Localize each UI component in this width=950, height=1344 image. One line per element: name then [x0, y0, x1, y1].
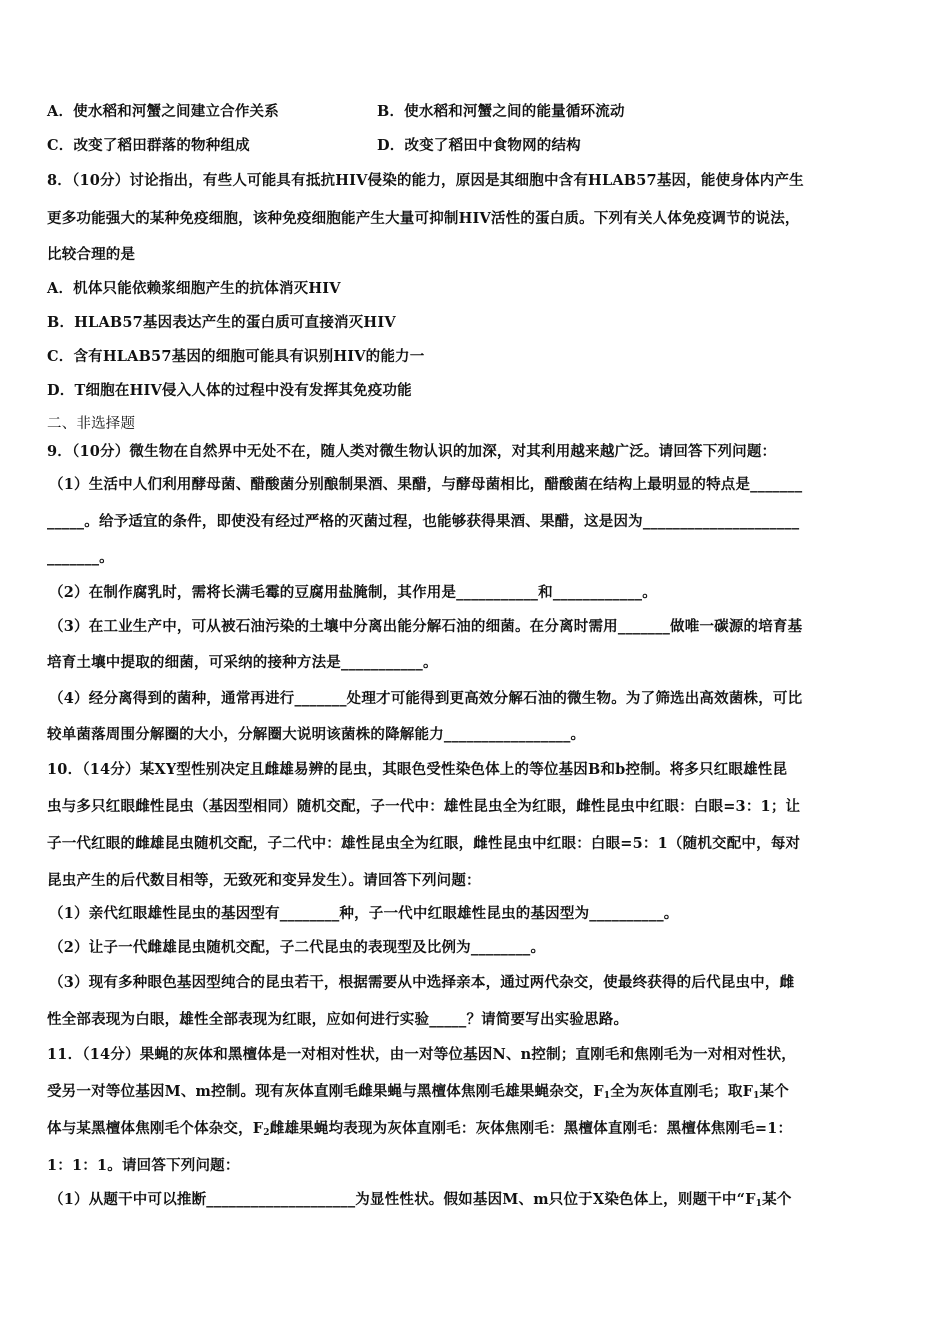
q8-stem-line-2: 更多功能强大的某种免疫细胞，该种免疫细胞能产生大量可抑制HIV活性的蛋白质。下列有关人体免疫调节的说法，: [47, 210, 800, 227]
q11-text: 某个: [762, 1191, 792, 1208]
q11-stem-line-4: 1：1：1。请回答下列问题：: [47, 1157, 240, 1174]
subscript: 1: [603, 1091, 611, 1101]
q11-stem-line-1: 11．（14分）果蝇的灰体和黑檀体是一对相对性状，由一对等位基因N、n控制；直刚毛和焦刚毛为一对相对性状，: [47, 1046, 796, 1063]
q9-part4-line-1: （4）经分离得到的菌种，通常再进行_______处理才可能得到更高效分解石油的微生物。为了筛选出高效菌株，可比: [49, 690, 803, 707]
q11-text: （1）从题干中可以推断____________________为显性性状。假如基因M、m只位于X染色体上，则题干中“F: [49, 1191, 756, 1208]
q10-part1: （1）亲代红眼雄性昆虫的基因型有________种，子一代中红眼雄性昆虫的基因型为__________。: [49, 905, 679, 922]
q9-part1-line-1: （1）生活中人们利用酵母菌、醋酸菌分别酿制果酒、果醋，与酵母菌相比，醋酸菌在结构上最明显的特点是_______: [49, 476, 803, 493]
q8-stem-line-1: 8．（10分）讨论指出，有些人可能具有抵抗HIV侵染的能力，原因是其细胞中含有HLAB57基因，能使身体内产生: [47, 172, 804, 189]
q11-part1: [49, 1190, 792, 1214]
q10-stem-line-1: 10．（14分）某XY型性别决定且雌雄易辨的昆虫，其眼色受性染色体上的等位基因B和b控制。将多只红眼雄性昆: [47, 761, 788, 778]
q7-option-row-1: [47, 102, 625, 122]
q9-stem: 9．（10分）微生物在自然界中无处不在，随人类对微生物认识的加深，对其利用越来越广泛。请回答下列问题：: [47, 443, 777, 460]
q10-part2: （2）让子一代雌雄昆虫随机交配，子二代昆虫的表现型及比例为________。: [49, 939, 546, 956]
q8-option-b: B．HLAB57基因表达产生的蛋白质可直接消灭HIV: [47, 314, 396, 331]
q7-option-row-2: [47, 136, 581, 156]
q10-stem-line-4: 昆虫产生的后代数目相等，无致死和变异发生）。请回答下列问题：: [47, 872, 481, 889]
q11-text: 雌雄果蝇均表现为灰体直刚毛：灰体焦刚毛：黑檀体直刚毛：黑檀体焦刚毛=1：: [269, 1120, 793, 1137]
subscript: 1: [755, 1199, 763, 1209]
q8-stem-line-3: 比较合理的是: [47, 246, 136, 263]
q10-stem-line-2: 虫与多只红眼雌性昆虫（基因型相同）随机交配，子一代中：雄性昆虫全为红眼，雌性昆虫中红眼：白眼=3：1；让: [47, 798, 801, 815]
q10-stem-line-3: 子一代红眼的雌雄昆虫随机交配，子二代中：雄性昆虫全为红眼，雌性昆虫中红眼：白眼=5：1（随机交配中，每对: [47, 835, 801, 852]
q8-option-c: C．含有HLAB57基因的细胞可能具有识别HIV的能力一: [47, 348, 425, 365]
q11-text: 体与某黑檀体焦刚毛个体杂交，F: [47, 1120, 264, 1137]
q9-part3-line-1: （3）在工业生产中，可从被石油污染的土壤中分离出能分解石油的细菌。在分离时需用_______做唯一碳源的培育基: [49, 618, 803, 635]
q8-option-a: A．机体只能依赖浆细胞产生的抗体消灭HIV: [47, 280, 341, 297]
subscript: 2: [263, 1128, 270, 1138]
q9-part2: （2）在制作腐乳时，需将长满毛霉的豆腐用盐腌制，其作用是___________和____________。: [49, 584, 657, 601]
q8-option-d: D．T细胞在HIV侵入人体的过程中没有发挥其免疫功能: [47, 382, 412, 399]
q7-option-a: A．使水稻和河蟹之间建立合作关系: [47, 103, 279, 120]
q7-option-d: D．改变了稻田中食物网的结构: [377, 137, 581, 154]
q10-part3-line-2: 性全部表现为白眼，雄性全部表现为红眼，应如何进行实验_____？请简要写出实验思路。: [47, 1011, 629, 1028]
q11-stem-line-2: [47, 1082, 789, 1106]
section-heading: 二、非选择题: [47, 416, 136, 432]
q7-option-c: C．改变了稻田群落的物种组成: [47, 137, 250, 154]
q11-text: 受另一对等位基因M、m控制。现有灰体直刚毛雌果蝇与黑檀体焦刚毛雄果蝇杂交，F: [47, 1083, 604, 1100]
q7-option-b: B．使水稻和河蟹之间的能量循环流动: [377, 103, 625, 120]
q9-part1-line-3: _______。: [47, 549, 114, 566]
q11-stem-line-3: [47, 1119, 792, 1143]
q9-part4-line-2: 较单菌落周围分解圈的大小，分解圈大说明该菌株的降解能力_________________。: [47, 726, 586, 743]
subscript: 1: [753, 1091, 760, 1101]
q10-part3-line-1: （3）现有多种眼色基因型纯合的昆虫若干，根据需要从中选择亲本，通过两代杂交，使最终获得的后代昆虫中，雌: [49, 974, 795, 991]
q9-part3-line-2: 培育土壤中提取的细菌，可采纳的接种方法是___________。: [47, 654, 438, 671]
q11-text: 全为灰体直刚毛；取F: [610, 1083, 754, 1100]
q9-part1-line-2: _____。给予适宜的条件，即使没有经过严格的灭菌过程，也能够获得果酒、果醋，这是因为_____________________: [47, 513, 800, 530]
q11-text: 某个: [759, 1083, 789, 1100]
